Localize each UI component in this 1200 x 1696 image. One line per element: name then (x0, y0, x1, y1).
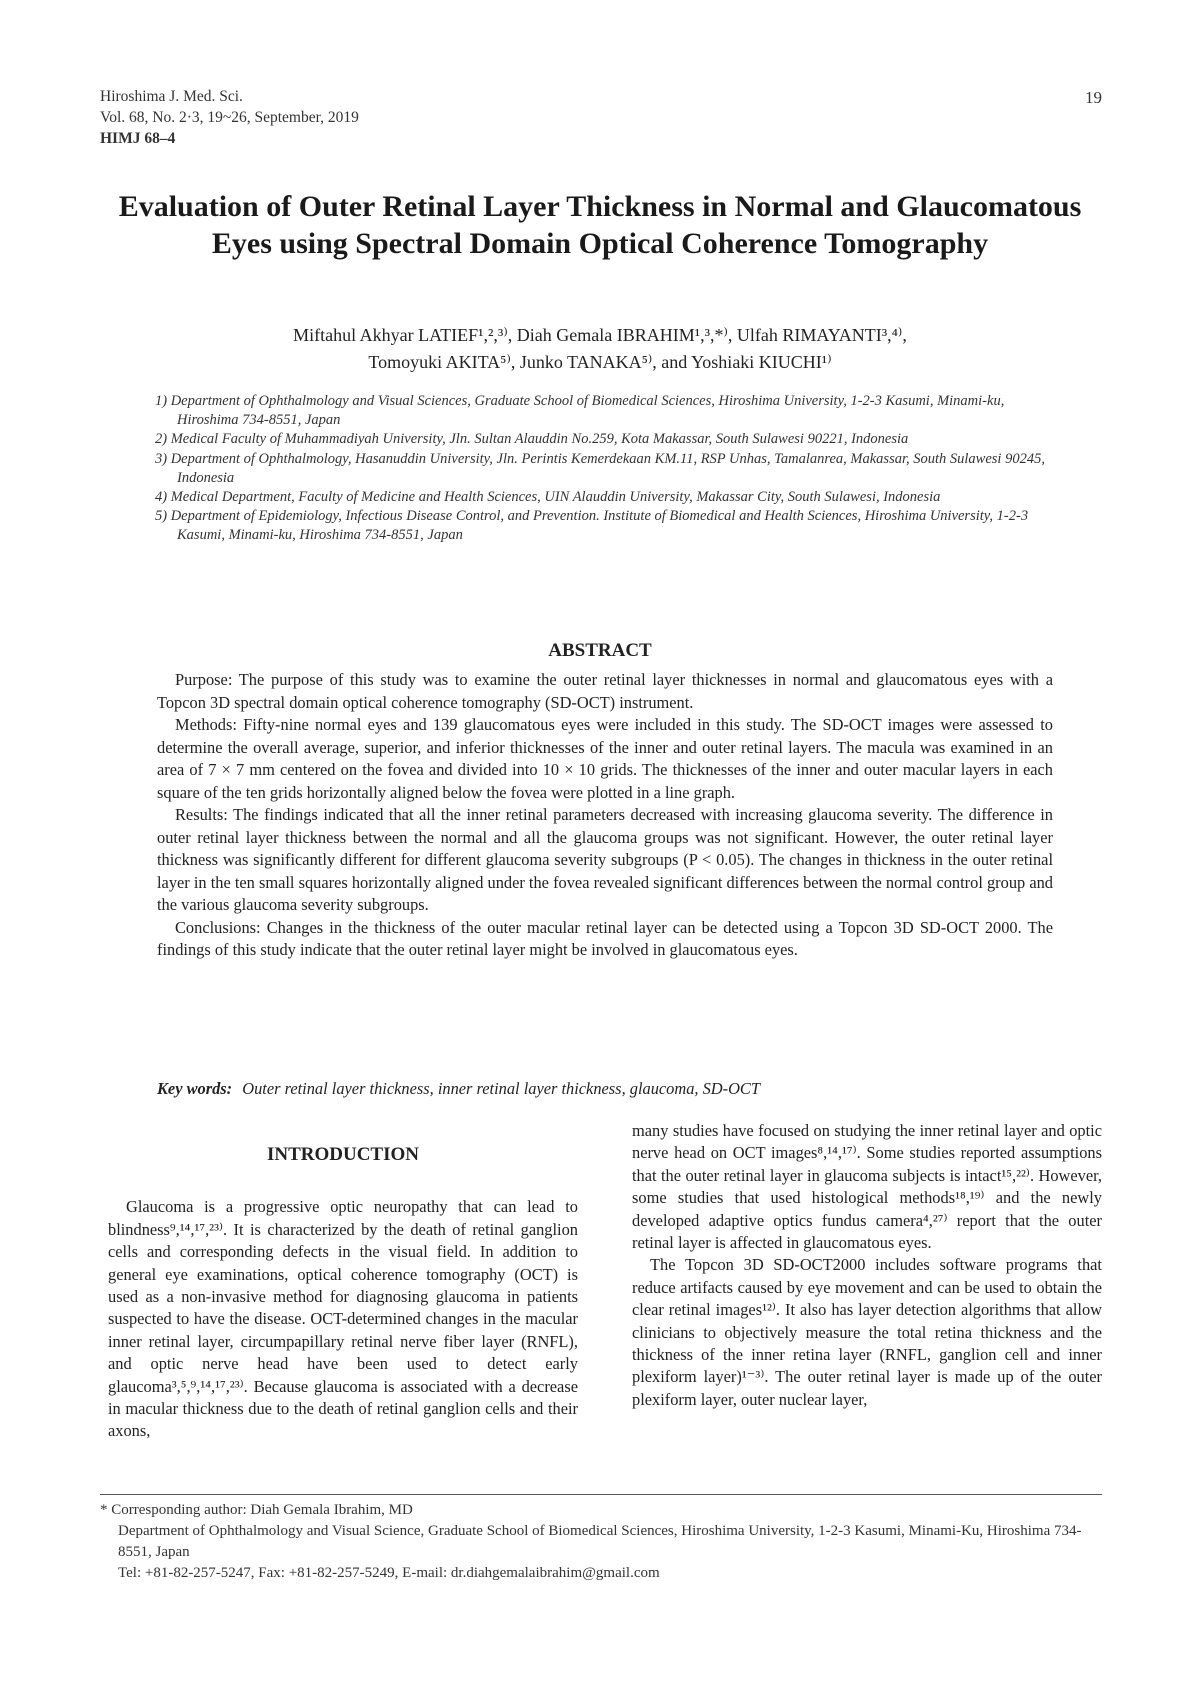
journal-code: HIMJ 68–4 (100, 130, 176, 147)
keywords (157, 1079, 1053, 1099)
abstract-purpose: Purpose: The purpose of this study was to examine the outer retinal layer thicknesses in normal and glaucomatous eyes with a Topcon 3D spectral domain optical coherence tomography (SD-OCT) instrument. (157, 670, 1053, 712)
author-line-1: Miftahul Akhyar LATIEF¹,²,³⁾, Diah Gemala IBRAHIM¹,³,*⁾, Ulfah RIMAYANTI³,⁴⁾, (293, 325, 907, 345)
paper-title: Evaluation of Outer Retinal Layer Thickness in Normal and Glaucomatous Eyes using Spectral Domain Optical Coherence Tomography (118, 190, 1082, 260)
intro-paragraph-1: Glaucoma is a progressive optic neuropathy that can lead to blindness⁹,¹⁴,¹⁷,²³⁾. It is characterized by the death of retinal ganglion cells and corresponding defects in the visual field. In addition to general eye examinations, optical coherence tomography (OCT) is used as a non-invasive method for diagnosing glaucoma in patients suspected to have the disease. OCT-determined changes in the macular inner retinal layer, circumpapillary retinal nerve fiber layer (RNFL), and optic nerve head have been used to detect early glaucoma³,⁵,⁹,¹⁴,¹⁷,²³⁾. Because glaucoma is associated with a decrease in macular thickness due to the death of retinal ganglion cells and their axons, (108, 1197, 578, 1441)
footnote-address: Department of Ophthalmology and Visual Science, Graduate School of Biomedical Sciences, Hiroshima University, 1-2-3 Kasumi, Minami-Ku, Hiroshima 734-8551, Japan (118, 1523, 1082, 1560)
intro-paragraph-2: many studies have focused on studying the inner retinal layer and optic nerve head on OCT images⁸,¹⁴,¹⁷⁾. Some studies reported assumptions that the outer retinal layer in glaucoma subjects is intact¹⁵,²²⁾. However, some studies that used histological methods¹⁸,¹⁹⁾ and the newly developed adaptive optics fundus camera⁴,²⁷⁾ report that the outer retinal layer is affected in glaucomatous eyes. (632, 1121, 1102, 1253)
affiliation-2: 2) Medical Faculty of Muhammadiyah University, Jln. Sultan Alauddin No.259, Kota Makassar, South Sulawesi 90221, Indonesia (155, 431, 909, 448)
abstract-methods: Methods: Fifty-nine normal eyes and 139 glaucomatous eyes were included in this study. The SD-OCT images were assessed to determine the overall average, superior, and inferior thicknesses of the inner and outer retinal layers. The macula was examined in an area of 7 × 7 mm centered on the fovea and divided into 10 × 10 grids. The thicknesses of the inner and outer macular layers in each square of the ten grids horizontally aligned below the fovea were plotted in a line graph. (157, 715, 1053, 802)
abstract-heading: ABSTRACT (548, 640, 652, 661)
affiliation-4: 4) Medical Department, Faculty of Medicine and Health Sciences, UIN Alauddin University, Makassar City, South Sulawesi, Indonesia (155, 489, 941, 506)
corresponding-author-footnote (100, 1500, 1102, 1584)
abstract-body (157, 669, 1053, 962)
affiliation-list (155, 392, 1055, 546)
footnote-divider (100, 1494, 1102, 1495)
journal-volume: Vol. 68, No. 2·3, 19~26, September, 2019 (100, 109, 359, 126)
footnote-author: * Corresponding author: Diah Gemala Ibrahim, MD (100, 1502, 413, 1518)
author-list (100, 322, 1100, 376)
journal-header (100, 86, 359, 149)
affiliation-1: 1) Department of Ophthalmology and Visual Sciences, Graduate School of Biomedical Sciences, Hiroshima University, 1-2-3 Kasumi, Minami-ku, Hiroshima 734-8551, Japan (155, 393, 1005, 429)
introduction-heading: INTRODUCTION (266, 1144, 420, 1165)
right-column (632, 1120, 1102, 1411)
abstract-results: Results: The findings indicated that all the inner retinal parameters decreased with increasing glaucoma severity. The difference in outer retinal layer thickness between the normal and all the glaucoma groups was not significant. However, the outer retinal layer thickness was significantly different for different glaucoma severity subgroups (P < 0.05). The changes in thickness in the outer retinal layer in the ten small squares horizontally aligned under the fovea revealed significant differences between the normal control group and the various glaucoma severity subgroups. (157, 805, 1053, 914)
footnote-contact: Tel: +81-82-257-5247, Fax: +81-82-257-5249, E-mail: dr.diahgemalaibrahim@gmail.com (118, 1565, 660, 1581)
abstract-conclusions: Conclusions: Changes in the thickness of the outer macular retinal layer can be detected using a Topcon 3D SD-OCT 2000. The findings of this study indicate that the outer retinal layer might be involved in glaucomatous eyes. (157, 917, 1053, 959)
keywords-label: Key words: (157, 1079, 233, 1098)
keywords-text: Outer retinal layer thickness, inner retinal layer thickness, glaucoma, SD-OCT (242, 1079, 760, 1098)
intro-paragraph-3: The Topcon 3D SD-OCT2000 includes software programs that reduce artifacts caused by eye movement and can be used to obtain the clear retinal images¹²⁾. It also has layer detection algorithms that allow clinicians to objectively measure the total retina thickness and the thickness of the inner retina layer (RNFL, ganglion cell and inner plexiform layer)¹⁻³⁾. The outer retinal layer is made up of the outer plexiform layer, outer nuclear layer, (632, 1255, 1102, 1409)
left-column (108, 1144, 578, 1443)
affiliation-5: 5) Department of Epidemiology, Infectious Disease Control, and Prevention. Institute of Biomedical and Health Sciences, Hiroshima University, 1-2-3 Kasumi, Minami-ku, Hiroshima 734-8551, Japan (155, 508, 1029, 544)
page-number: 19 (1085, 88, 1102, 107)
author-line-2: Tomoyuki AKITA⁵⁾, Junko TANAKA⁵⁾, and Yoshiaki KIUCHI¹⁾ (368, 352, 832, 372)
affiliation-3: 3) Department of Ophthalmology, Hasanuddin University, Jln. Perintis Kemerdekaan KM.11, RSP Unhas, Tamalanrea, Makassar, South Sulawesi 90245, Indonesia (155, 450, 1045, 486)
journal-name: Hiroshima J. Med. Sci. (100, 88, 243, 105)
